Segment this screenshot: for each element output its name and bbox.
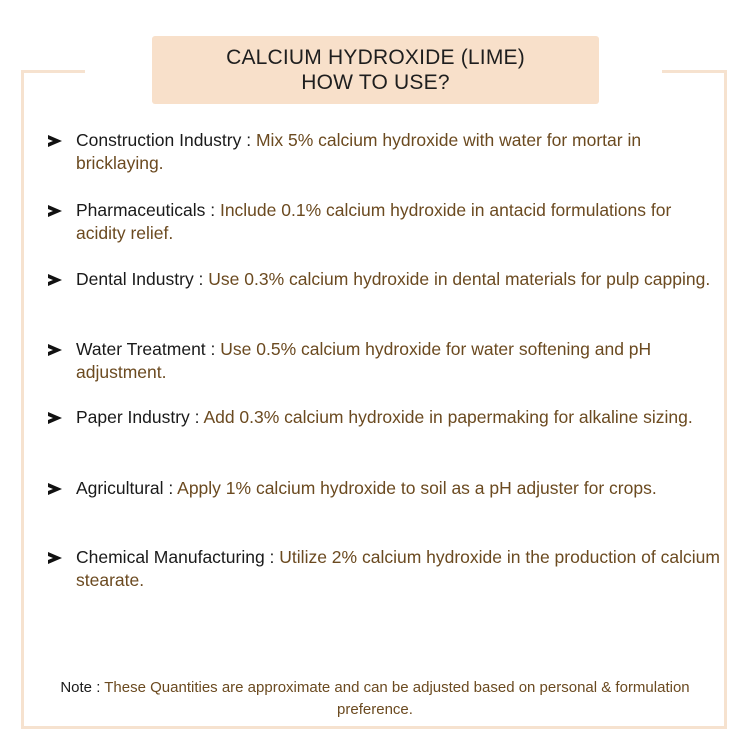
arrow-right-icon: [48, 477, 76, 502]
list-item-description: Add 0.3% calcium hydroxide in papermaking for alkaline sizing.: [203, 407, 693, 427]
title-line-1: CALCIUM HYDROXIDE (LIME): [226, 46, 525, 69]
frame-top-right-segment: [662, 70, 727, 73]
list-item-label: Dental Industry :: [76, 269, 209, 289]
list-item-label: Agricultural :: [76, 478, 178, 498]
arrow-right-icon: [48, 338, 76, 363]
title-line-2: HOW TO USE?: [301, 71, 450, 94]
arrow-right-icon: [48, 199, 76, 224]
list-item-description: Use 0.3% calcium hydroxide in dental materials for pulp capping.: [208, 269, 711, 289]
list-item-description: Mix 5% calcium hydroxide with water for mortar in bricklaying.: [76, 130, 642, 173]
list-item-text: [76, 129, 720, 175]
frame-top-left-segment: [21, 70, 85, 73]
list-item-description: Use 0.5% calcium hydroxide for water softening and pH adjustment.: [76, 339, 652, 382]
list-item-dental: [48, 268, 720, 293]
footnote: [60, 677, 690, 721]
list-item-text: [76, 477, 657, 500]
list-item-label: Construction Industry :: [76, 130, 256, 150]
list-item-paper: [48, 406, 720, 431]
list-item-text: [76, 199, 720, 245]
list-item-label: Water Treatment :: [76, 339, 221, 359]
arrow-right-icon: [48, 268, 76, 293]
arrow-right-icon: [48, 546, 76, 571]
list-item-description: Apply 1% calcium hydroxide to soil as a pH adjuster for crops.: [177, 478, 657, 498]
list-item-label: Chemical Manufacturing :: [76, 547, 280, 567]
list-item-water-treatment: [48, 338, 720, 384]
list-item-text: [76, 546, 720, 592]
title-banner: [152, 36, 599, 104]
list-item-label: Paper Industry :: [76, 407, 204, 427]
list-item-description: Utilize 2% calcium hydroxide in the production of calcium stearate.: [76, 547, 720, 590]
arrow-right-icon: [48, 406, 76, 431]
list-item-text: [76, 338, 720, 384]
list-item-pharmaceuticals: [48, 199, 720, 245]
list-item-chemical: [48, 546, 720, 592]
list-item-text: [76, 268, 710, 291]
footnote-label: Note :: [60, 679, 105, 696]
list-item-construction: [48, 129, 720, 175]
list-item-text: [76, 406, 693, 429]
list-item-description: Include 0.1% calcium hydroxide in antacid formulations for acidity relief.: [76, 200, 672, 243]
list-item-label: Pharmaceuticals :: [76, 200, 220, 220]
footnote-text: These Quantities are approximate and can be adjusted based on personal & formulation preference.: [104, 679, 690, 718]
arrow-right-icon: [48, 129, 76, 154]
list-item-agricultural: [48, 477, 720, 502]
